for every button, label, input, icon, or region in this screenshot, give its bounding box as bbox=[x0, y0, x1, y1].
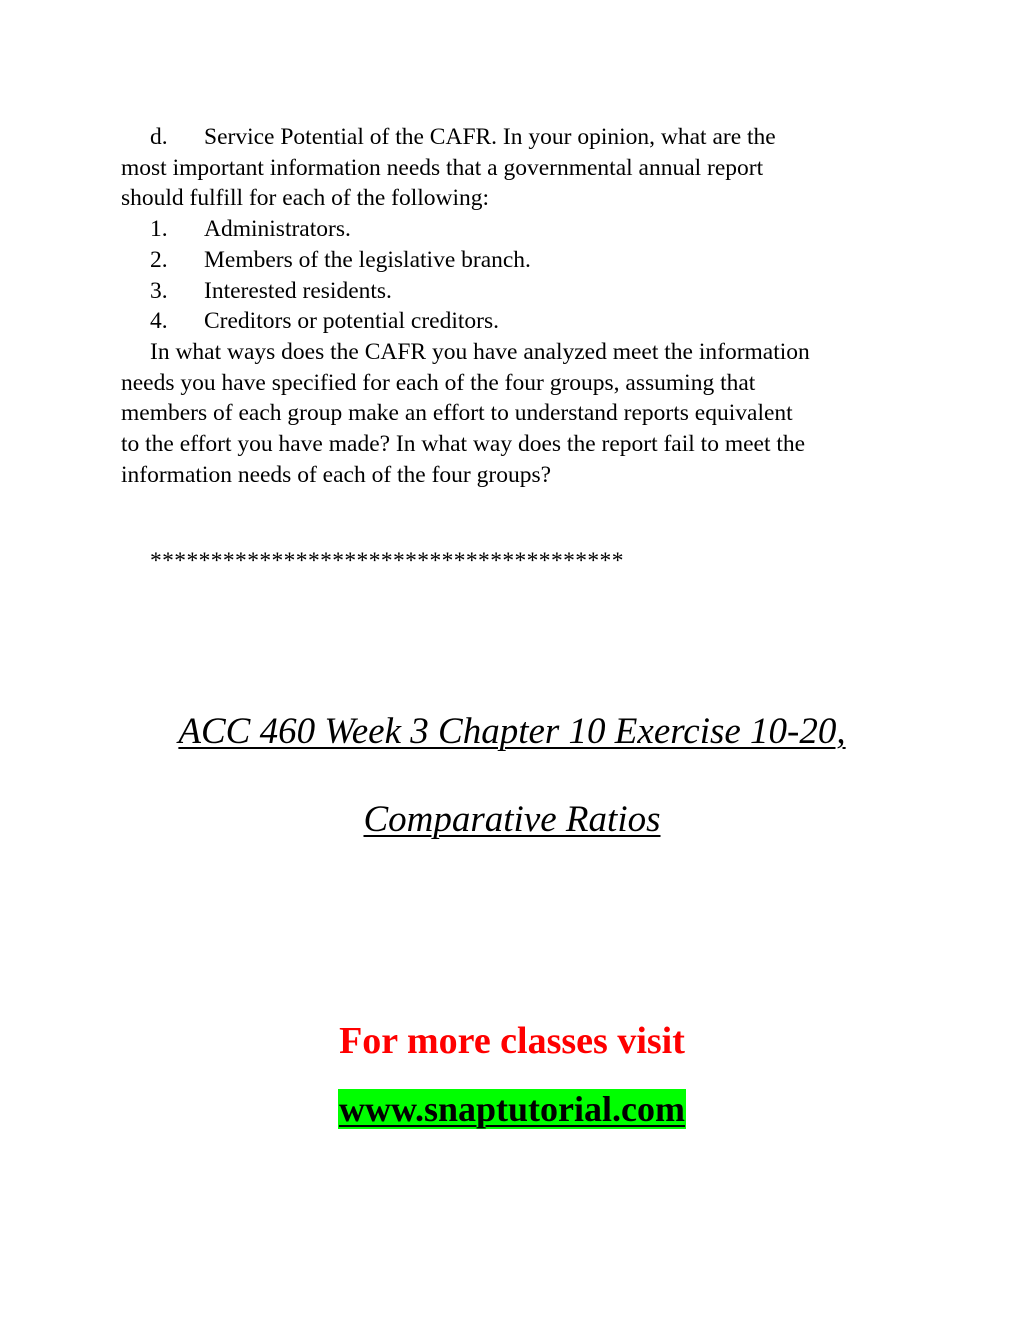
question-block bbox=[121, 122, 911, 490]
question-intro-line-3: should fulfill for each of the following: bbox=[121, 185, 490, 212]
promo-text: For more classes visit bbox=[339, 1020, 685, 1062]
list-item-text: Interested residents. bbox=[204, 277, 392, 304]
list-item-text: Members of the legislative branch. bbox=[204, 246, 531, 273]
promo-link-row bbox=[0, 1086, 1024, 1132]
question-letter: d. bbox=[150, 124, 168, 150]
follow-up-line-2: needs you have specified for each of the four groups, assuming that bbox=[121, 369, 756, 396]
list-item-number: 3. bbox=[150, 277, 168, 304]
list-item-text: Creditors or potential creditors. bbox=[204, 308, 499, 335]
follow-up-line-3: members of each group make an effort to understand reports equivalent bbox=[121, 400, 793, 427]
list-item bbox=[121, 245, 911, 276]
assignment-title-line-2: Comparative Ratios bbox=[363, 799, 661, 840]
list-item bbox=[121, 306, 911, 337]
separator-stars: *************************************** bbox=[150, 548, 624, 574]
list-item bbox=[121, 214, 911, 245]
list-item-number: 2. bbox=[150, 246, 168, 273]
list-item bbox=[121, 276, 911, 307]
list-item-number: 4. bbox=[150, 308, 168, 335]
question-intro-line-2: most important information needs that a governmental annual report bbox=[121, 154, 764, 181]
follow-up-line-4: to the effort you have made? In what way does the report fail to meet the bbox=[121, 431, 806, 458]
follow-up-line-1: In what ways does the CAFR you have analyzed meet the information bbox=[150, 338, 810, 365]
snaptutorial-link[interactable]: www.snaptutorial.com bbox=[338, 1089, 685, 1129]
list-item-number: 1. bbox=[150, 216, 168, 243]
list-item-text: Administrators. bbox=[204, 216, 351, 243]
follow-up-line-5: information needs of each of the four groups? bbox=[121, 461, 552, 488]
assignment-title-line-1: ACC 460 Week 3 Chapter 10 Exercise 10-20, bbox=[178, 711, 846, 752]
question-intro-line-1: d. Service Potential of the CAFR. In your opinion, what are the bbox=[121, 122, 911, 153]
